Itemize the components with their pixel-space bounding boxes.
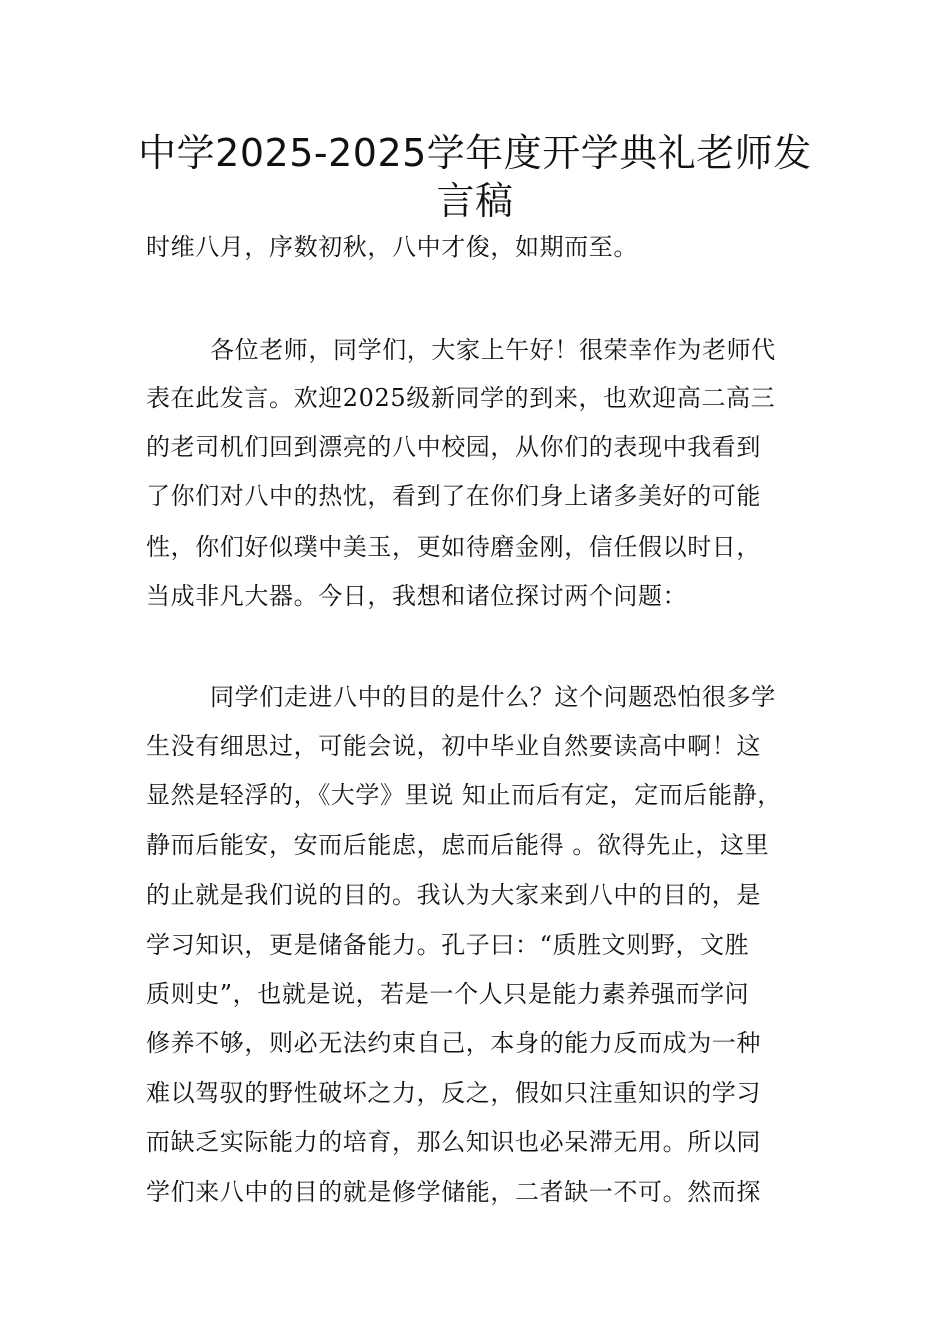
body-line: 生没有细思过，可能会说，初中毕业自然要读高中啊！这 (146, 732, 761, 760)
title-line-2: 言稿 (436, 179, 514, 223)
body-line: 了你们对八中的热忱，看到了在你们身上诸多美好的可能 (146, 482, 761, 510)
body-line: 各位老师，同学们，大家上午好！很荣幸作为老师代 (210, 336, 776, 364)
body-line: 学们来八中的目的就是修学储能，二者缺一不可。然而探 (146, 1178, 761, 1206)
body-line: 修养不够，则必无法约束自己，本身的能力反而成为一种 (146, 1029, 761, 1057)
body-line: 的止就是我们说的目的。我认为大家来到八中的目的，是 (146, 881, 761, 909)
body-line-intro: 时维八月，序数初秋，八中才俊，如期而至。 (146, 233, 638, 261)
body-line: 显然是轻浮的，《大学》里说 知止而后有定，定而后能静， (146, 781, 782, 809)
body-line: 表在此发言。欢迎2025级新同学的到来，也欢迎高二高三 (146, 384, 776, 412)
body-line: 静而后能安，安而后能虑，虑而后能得 。欲得先止，这里 (146, 831, 770, 859)
body-line: 学习知识，更是储备能力。孔子曰：“质胜文则野，文胜 (146, 931, 750, 959)
title-line-1: 中学2025-2025学年度开学典礼老师发 (138, 131, 812, 175)
body-line: 质则史”，也就是说，若是一个人只是能力素养强而学问 (146, 980, 750, 1008)
body-line: 的老司机们回到漂亮的八中校园，从你们的表现中我看到 (146, 433, 761, 461)
body-line: 性，你们好似璞中美玉，更如待磨金刚，信任假以时日， (146, 533, 761, 561)
body-line: 难以驾驭的野性破坏之力，反之，假如只注重知识的学习 (146, 1079, 761, 1107)
body-line: 而缺乏实际能力的培育，那么知识也必呆滞无用。所以同 (146, 1128, 761, 1156)
body-line: 当成非凡大器。今日，我想和诸位探讨两个问题： (146, 582, 688, 610)
body-line: 同学们走进八中的目的是什么？这个问题恐怕很多学 (210, 683, 776, 711)
